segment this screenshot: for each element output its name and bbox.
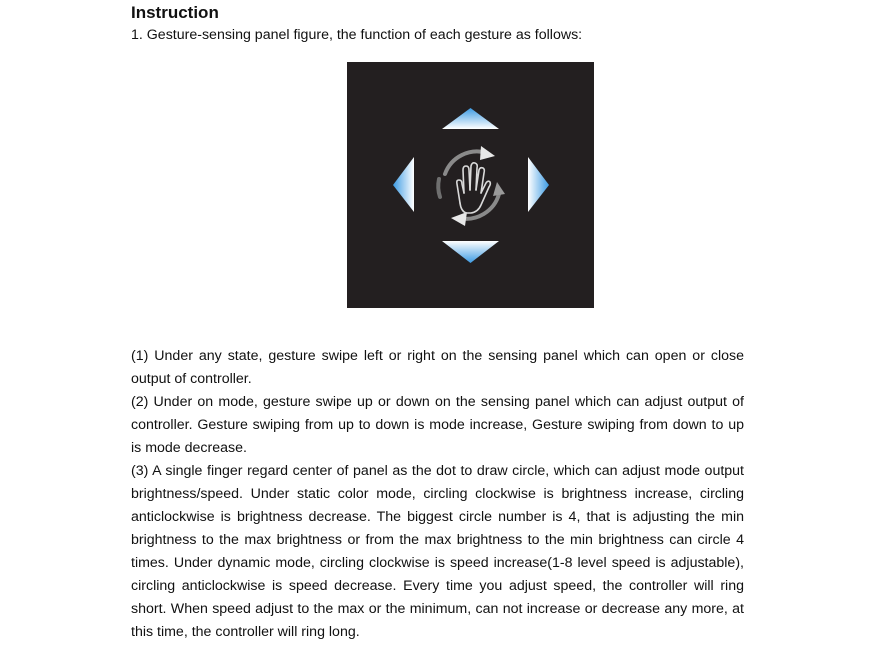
arrow-left-icon xyxy=(393,157,414,212)
ring-arrowhead-bottom xyxy=(451,212,467,226)
arrow-right-icon xyxy=(528,157,549,212)
paragraph-2: (2) Under on mode, gesture swipe up or down on the sensing panel which can adjust output of controller. Gesture swiping from up to down is mode increase, Gesture swiping from down to up is mode decrease. xyxy=(131,394,744,456)
paragraph-1: (1) Under any state, gesture swipe left or right on the sensing panel which can open or close output of controller. xyxy=(131,348,744,387)
intro-text: 1. Gesture-sensing panel figure, the function of each gesture as follows: xyxy=(131,27,583,43)
heading: Instruction xyxy=(131,3,219,22)
paragraph-3: (3) A single finger regard center of panel as the dot to draw circle, which can adjust mode output brightness/speed. Under static color mode, circling clockwise is brightness increase, circling anticlockwise is brightness decrease. The biggest circle number is 4, that is adjusting the min brightness to the max brightness or from the max brightness to the min brightness can circle 4 times. Under dynamic mode, circling clockwise is speed increase(1-8 level speed is adjustable), circling anticlockwise is speed decrease. Every time you adjust speed, the controller will ring short. When speed adjust to the max or the minimum, can not increase or decrease any more, at this time, the controller will ring long. xyxy=(131,463,744,640)
ring-arrowhead-top xyxy=(480,146,495,160)
instruction-paragraphs xyxy=(131,345,744,644)
ring-arrowhead-right xyxy=(493,182,505,196)
gesture-panel-svg xyxy=(347,62,594,308)
gesture-panel-figure xyxy=(347,62,594,308)
hand-icon xyxy=(457,163,491,213)
arrow-down-icon xyxy=(442,241,499,263)
arrow-up-icon xyxy=(442,108,499,129)
